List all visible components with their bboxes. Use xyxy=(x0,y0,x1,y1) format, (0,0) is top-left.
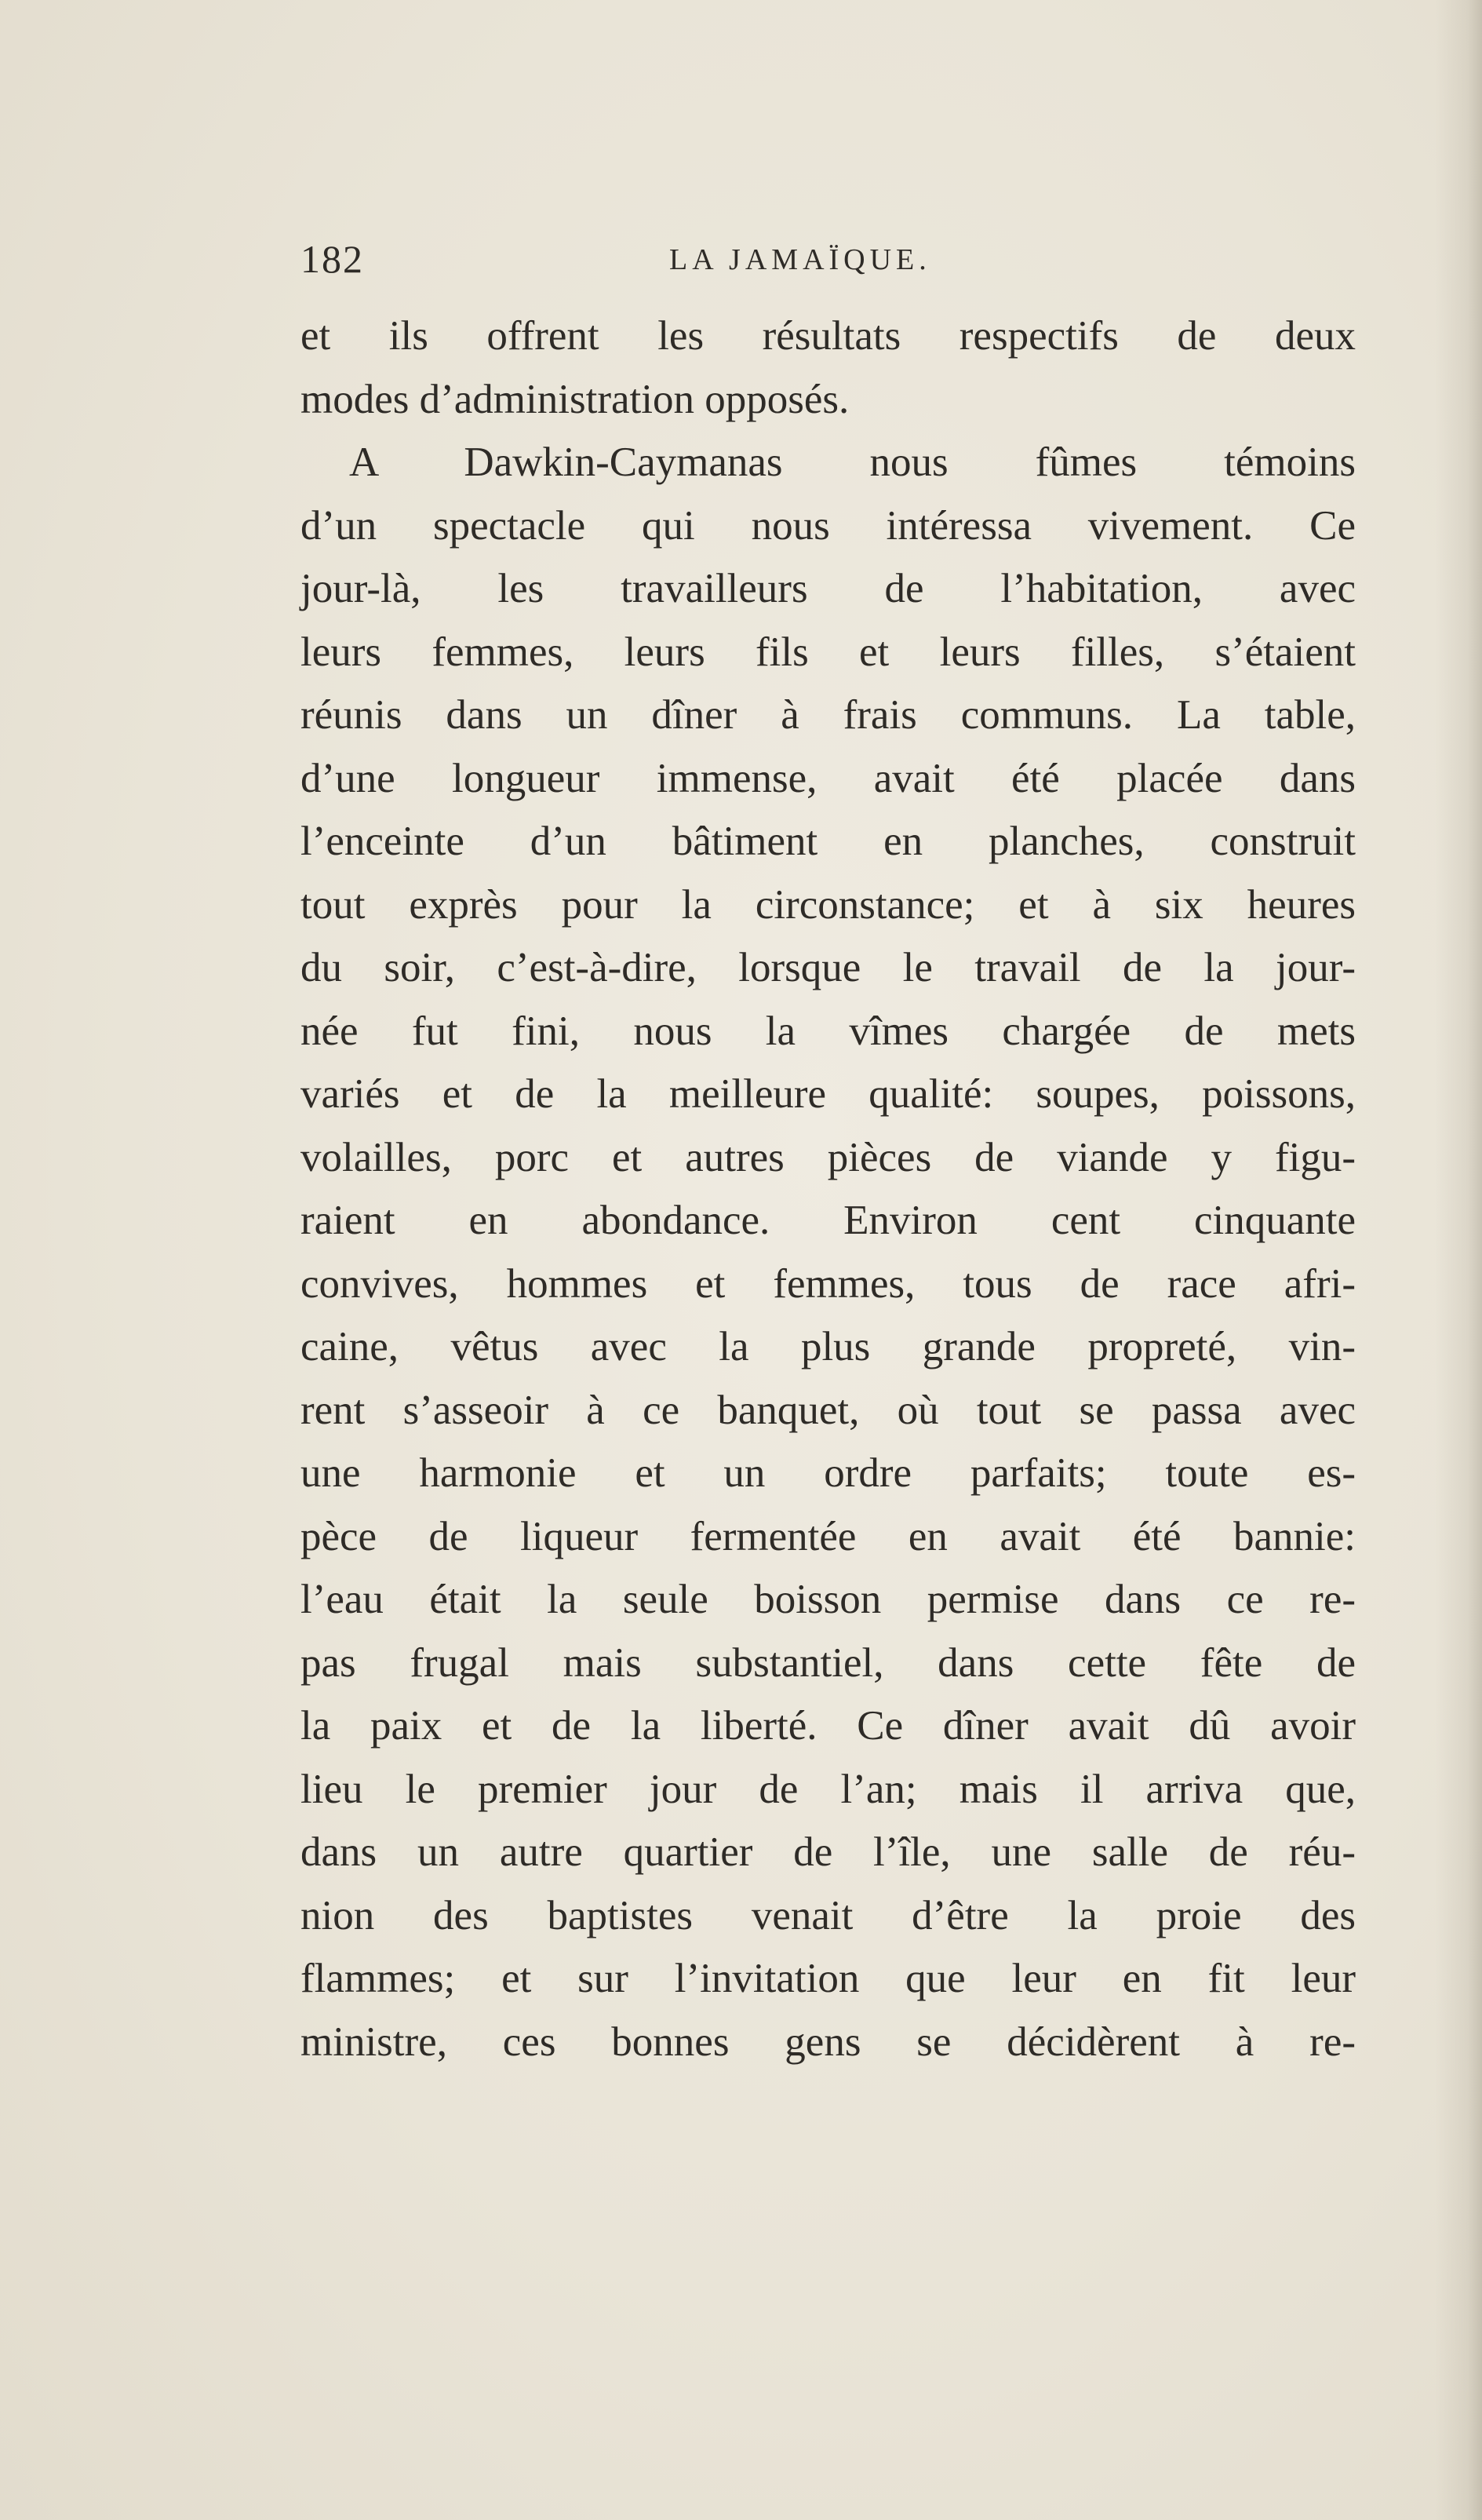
text-line: flammes; et sur l’invitation que leur en fit leur xyxy=(300,1956,1356,2001)
text-line: volailles, porc et autres pièces de viande y figu- xyxy=(300,1134,1356,1180)
text-line: l’eau était la seule boisson permise dans ce re- xyxy=(300,1577,1356,1622)
text-line: réunis dans un dîner à frais communs. La table, xyxy=(300,692,1356,738)
text-line: raient en abondance. Environ cent cinquante xyxy=(300,1198,1356,1243)
text-line: du soir, c’est-à-dire, lorsque le travail de la jour- xyxy=(300,945,1356,990)
text-line: l’enceinte d’un bâtiment en planches, construit xyxy=(300,819,1356,864)
text-line: ministre, ces bonnes gens se décidèrent à re- xyxy=(300,2019,1356,2065)
body-text xyxy=(300,305,1356,2073)
text-line: tout exprès pour la circonstance; et à six heures xyxy=(300,881,1356,928)
text-line: convives, hommes et femmes, tous de race afri- xyxy=(300,1260,1356,1307)
text-line: née fut fini, nous la vîmes chargée de mets xyxy=(300,1008,1356,1054)
text-line: la paix et de la liberté. Ce dîner avait dû avoir xyxy=(300,1703,1356,1749)
text-line: une harmonie et un ordre parfaits; toute es- xyxy=(300,1450,1356,1496)
text-line: lieu le premier jour de l’an; mais il arriva que, xyxy=(300,1766,1356,1812)
page-number: 182 xyxy=(300,237,364,281)
text-line: d’une longueur immense, avait été placée dans xyxy=(300,755,1356,801)
text-line: rent s’asseoir à ce banquet, où tout se passa avec xyxy=(300,1387,1356,1433)
text-line: caine, vêtus avec la plus grande propreté, vin- xyxy=(300,1324,1356,1369)
text-line: et ils offrent les résultats respectifs de deux xyxy=(300,313,1356,359)
text-line: variés et de la meilleure qualité: soupes, poissons, xyxy=(300,1071,1356,1117)
text-line: dans un autre quartier de l’île, une salle de réu- xyxy=(300,1829,1356,1875)
text-line: A Dawkin-Caymanas nous fûmes témoins xyxy=(349,439,1356,485)
page-header xyxy=(300,235,1356,283)
text-line: modes d’administration opposés. xyxy=(300,376,850,422)
text-line: pas frugal mais substantiel, dans cette fête de xyxy=(300,1639,1356,1686)
page-edge-shadow xyxy=(1435,0,1482,2520)
running-title: LA JAMAÏQUE. xyxy=(669,243,931,276)
text-line: d’un spectacle qui nous intéressa vivement. Ce xyxy=(300,502,1356,549)
text-line: leurs femmes, leurs fils et leurs filles, s’étaient xyxy=(300,629,1356,675)
text-line: jour-là, les travailleurs de l’habitation, avec xyxy=(300,566,1356,611)
text-line: nion des baptistes venait d’être la proie des xyxy=(300,1892,1356,1938)
text-line: pèce de liqueur fermentée en avait été bannie: xyxy=(300,1513,1356,1559)
